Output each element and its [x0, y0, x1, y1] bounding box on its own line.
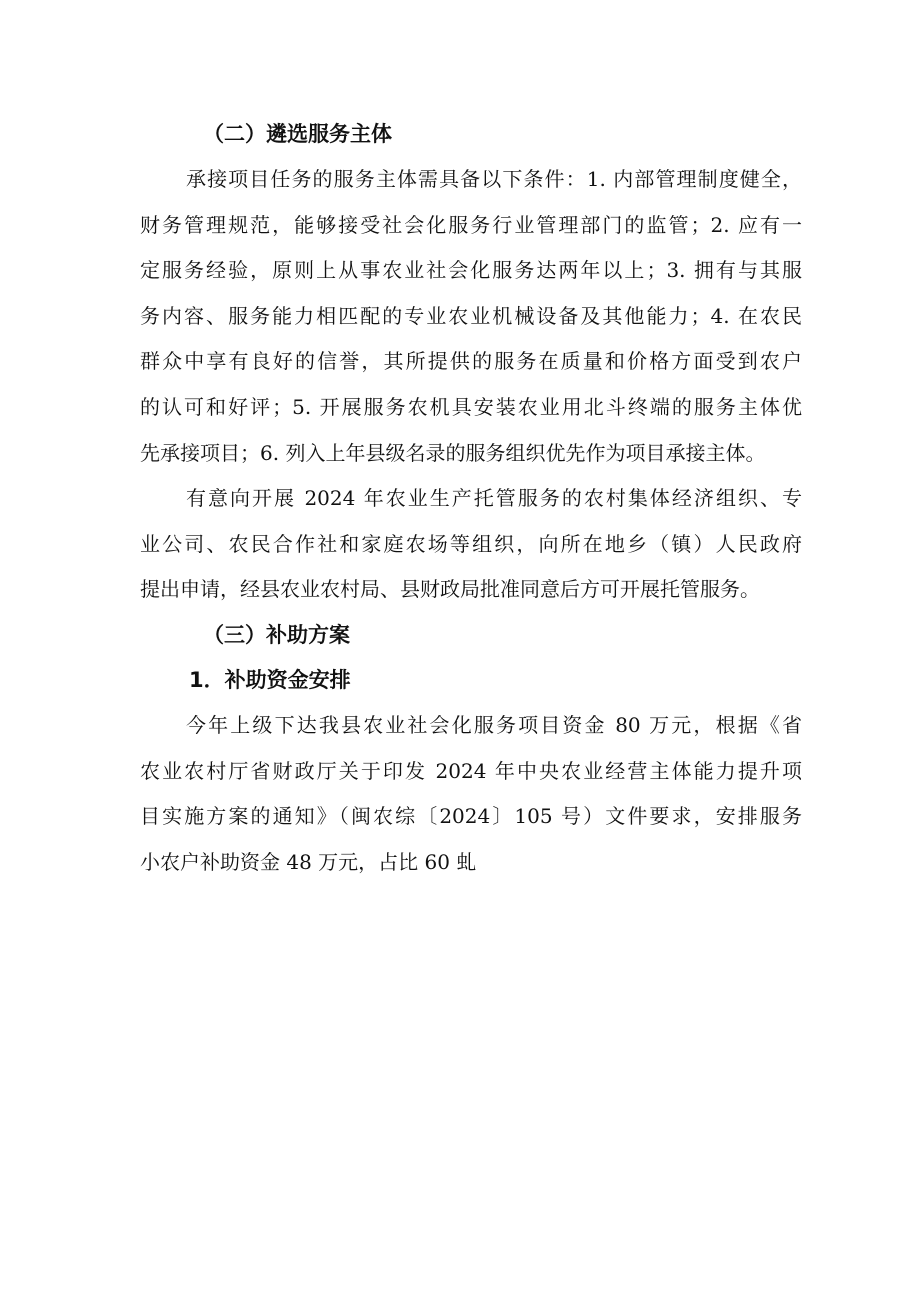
paragraph-conditions — [140, 157, 802, 476]
text-line: 承接项目任务的服务主体需具备以下条件：1. 内部管理制度健全， — [186, 167, 802, 191]
text-line: 先承接项目；6. 列入上年县级名录的服务组织优先作为项目承接主体。 — [140, 440, 766, 465]
text-line: 业公司、农民合作社和家庭农场等组织，向所在地乡（镇）人民政府 — [140, 531, 802, 556]
text-line: 提出申请，经县农业农村局、县财政局批准同意后方可开展托管服务。 — [140, 577, 760, 602]
subsection-heading-funds: 1．补助资金安排 — [189, 667, 351, 692]
text-line: 的认可和好评；5. 开展服务农机具安装农业用北斗终端的服务主体优 — [140, 394, 802, 419]
section-heading-subsidy: （三）补助方案 — [203, 622, 350, 647]
section-heading-selection: （二）遴选服务主体 — [203, 122, 392, 146]
text-line: 有意向开展 2024 年农业生产托管服务的农村集体经济组织、专 — [186, 486, 802, 511]
text-line: 小农户补助资金 48 万元，占比 60 虬 — [140, 849, 477, 874]
paragraph-application — [140, 476, 802, 613]
text-line: 财务管理规范，能够接受社会化服务行业管理部门的监管；2. 应有一 — [140, 212, 802, 237]
text-line: 务内容、服务能力相匹配的专业农业机械设备及其他能力；4. 在农民 — [140, 303, 802, 328]
text-line: 群众中享有良好的信誉，其所提供的服务在质量和价格方面受到农户 — [140, 349, 802, 374]
text-line: 目实施方案的通知》（闽农综〔2024〕105 号）文件要求，安排服务 — [140, 804, 802, 829]
paragraph-funds — [140, 703, 802, 885]
document-content — [140, 112, 802, 885]
text-line: 定服务经验，原则上从事农业社会化服务达两年以上；3. 拥有与其服 — [140, 258, 802, 283]
text-line: 农业农村厅省财政厅关于印发 2024 年中央农业经营主体能力提升项 — [140, 758, 802, 783]
text-line: 今年上级下达我县农业社会化服务项目资金 80 万元，根据《省 — [186, 712, 802, 737]
